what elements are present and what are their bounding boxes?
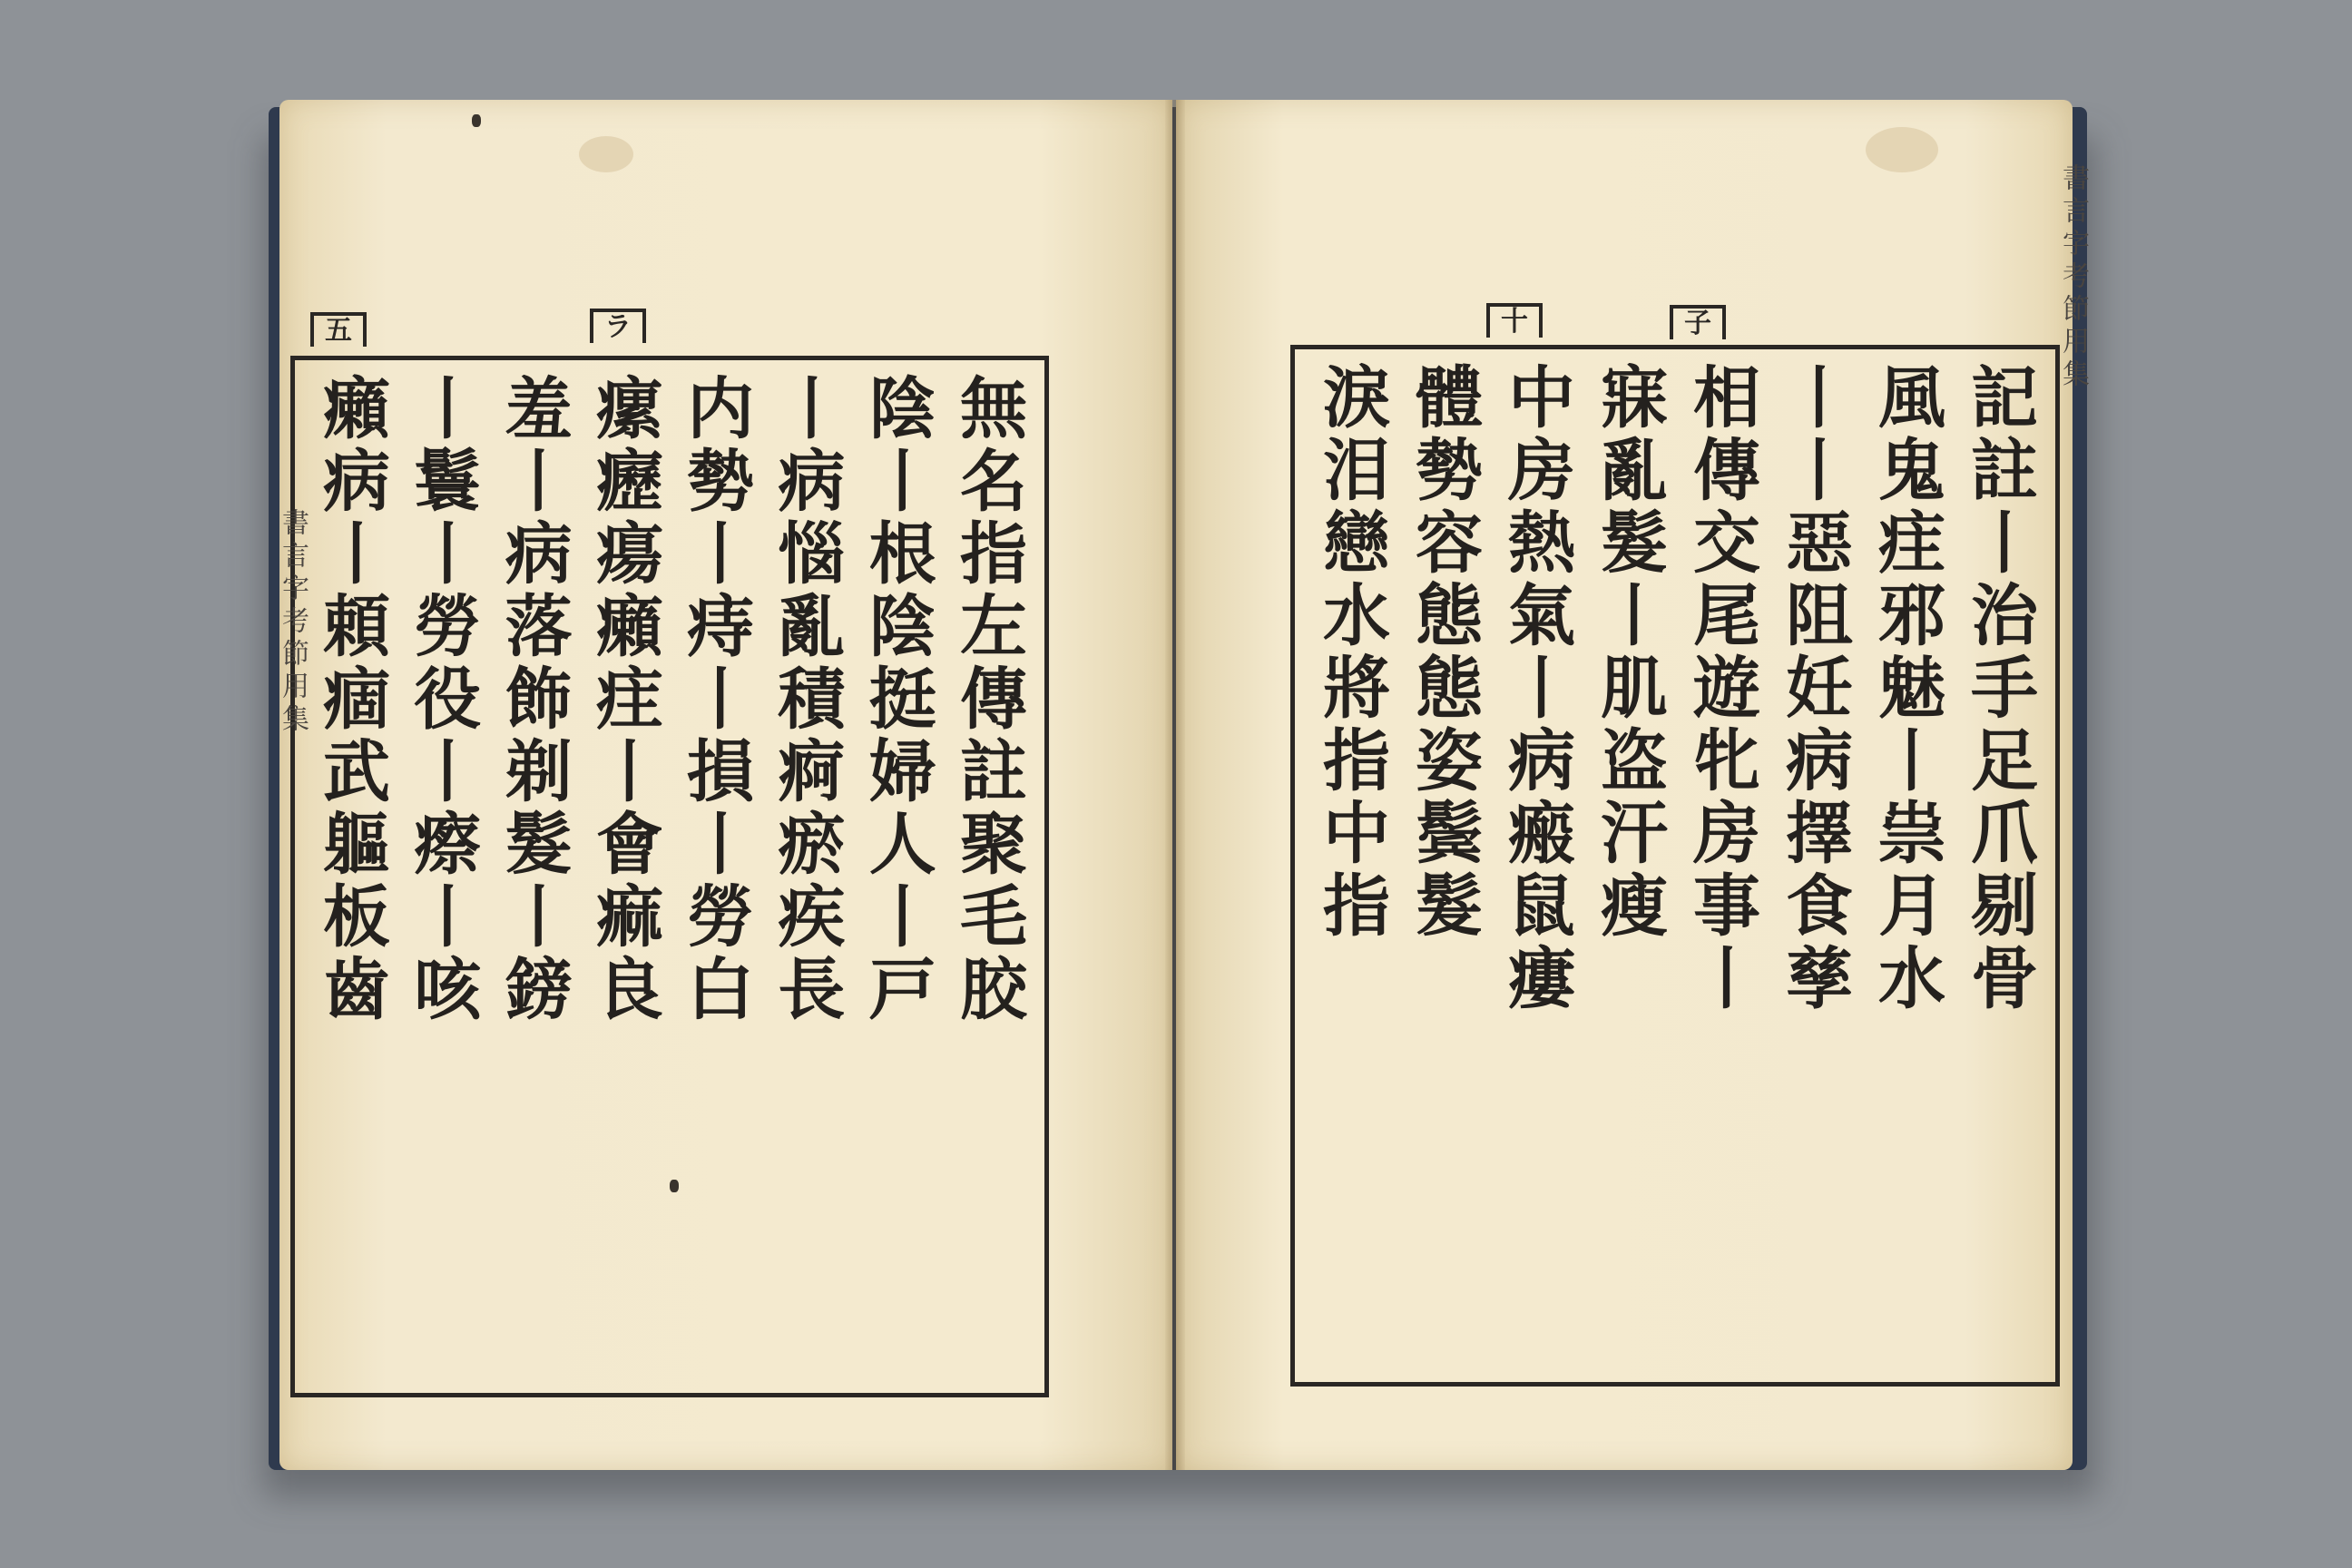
text-column: 丨鬟丨勞役丨瘵丨咳 [403, 373, 482, 1026]
text-column: 風鬼疰邪魅丨祟月水 [1867, 362, 1945, 1015]
text-column: 體勢容態態姿鬓髮 [1405, 362, 1483, 943]
text-column: 記註丨治手足爪剔骨 [1960, 362, 2038, 1015]
text-column: 癩病丨頼痼武軀板齒 [312, 373, 390, 1026]
left-text-frame [290, 356, 1049, 1397]
right-fore-edge-title: 書言字考節用集 [2057, 163, 2089, 392]
right-header-section-mark: 十 [1486, 303, 1543, 338]
text-column: 寐亂髮丨肌盗汗瘦 [1590, 362, 1668, 943]
left-header-kana-mark: ラ [590, 309, 646, 343]
text-column: 丨丨惡阻妊病擇食孳 [1775, 362, 1853, 1015]
text-column: 無名指左傳註聚毛胶 [948, 373, 1027, 1026]
text-column: 内勢丨痔丨損丨勞白 [676, 373, 755, 1026]
left-fore-edge-title: 書言字考節用集 [277, 508, 309, 737]
text-column: 丨病惱亂積痾瘀疾長 [767, 373, 846, 1026]
text-column: 瘰癧瘍癩疰丨會痲良 [584, 373, 663, 1026]
right-text-frame [1290, 345, 2060, 1387]
text-column: 陰丨根陰挺婦人丨戸 [858, 373, 936, 1026]
right-columns [1306, 362, 2044, 1369]
text-column: 中房熱氣丨病瘢鼠瘻 [1497, 362, 1575, 1015]
left-header-section-mark: 五 [310, 312, 367, 347]
paper-stain [1866, 127, 1938, 172]
text-column: 相傳交尾遊牝房事丨 [1682, 362, 1760, 1015]
left-columns [306, 373, 1034, 1380]
text-column: 羞丨病落飾剃髮丨鎊 [494, 373, 573, 1026]
ink-speck [472, 114, 481, 127]
book-gutter [1165, 100, 1185, 1470]
right-header-kana-mark: 子 [1670, 305, 1726, 339]
text-column: 淚泪戀水將指中指 [1312, 362, 1390, 943]
paper-stain [579, 136, 633, 172]
